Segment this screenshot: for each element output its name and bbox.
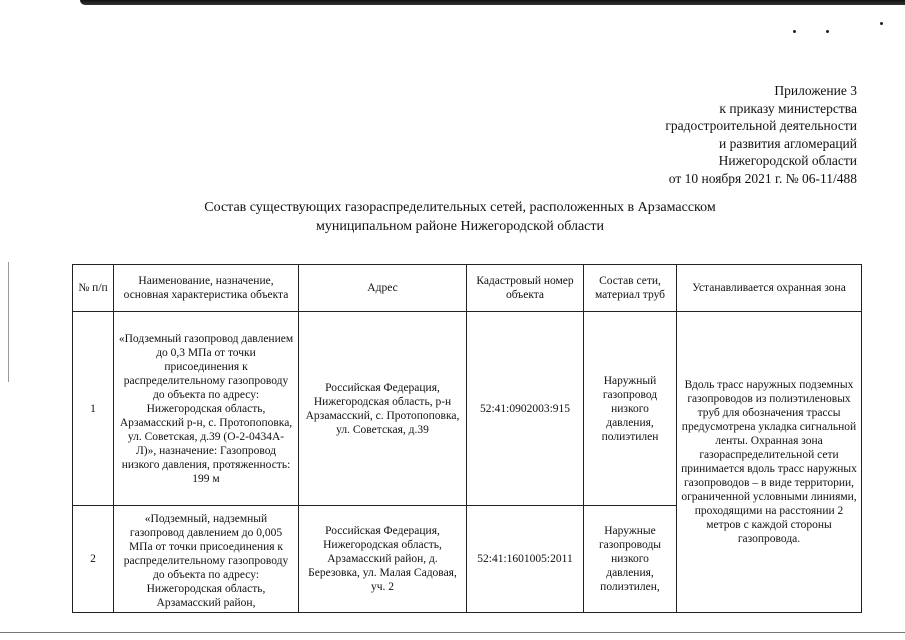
row-address: Российская Федерация, Нижегородская область, р-н Арзамасский, с. Протопоповка, ул. Советская, д.39 — [299, 312, 467, 506]
row-address: Российская Федерация, Нижегородская область, Арзамасский район, д. Березовка, ул. Малая Садовая, уч. 2 — [299, 506, 467, 613]
header-composition: Состав сети, материал труб — [584, 265, 677, 312]
gas-network-table — [72, 264, 862, 613]
document-title-line-2: муниципальном районе Нижегородской области — [315, 219, 605, 234]
document-title-line-1: Состав существующих газораспределительных сетей, расположенных в Арзамасском — [204, 200, 716, 215]
row-composition: Наружный газопровод низкого давления, полиэтилен — [584, 312, 677, 506]
header-num: № п/п — [73, 265, 114, 312]
appendix-line: Нижегородской области — [718, 153, 857, 168]
header-name: Наименование, назначение, основная характеристика объекта — [114, 265, 299, 312]
header-zone: Устанавливается охранная зона — [677, 265, 862, 312]
scan-speck — [826, 30, 829, 33]
table-row — [73, 312, 862, 506]
scan-speck — [880, 22, 883, 25]
table-header-row — [73, 265, 862, 312]
header-address: Адрес — [299, 265, 467, 312]
row-composition: Наружные газопроводы низкого давления, полиэтилен, — [584, 506, 677, 613]
appendix-line: и развития агломераций — [718, 135, 857, 151]
appendix-line: градостроительной деятельности — [665, 118, 857, 133]
page-cut-line — [0, 632, 905, 633]
document-title — [150, 198, 770, 236]
row-name: «Подземный, надземный газопровод давлением до 0,005 МПа от точки присоединения к распределительному газопроводу до объекта по адресу: Нижегородская область, Арзамасский район, — [114, 506, 299, 613]
row-num: 1 — [73, 312, 114, 506]
scan-edge-shadow — [80, 0, 905, 5]
row-num: 2 — [73, 506, 114, 613]
row-cadastral: 52:41:0902003:915 — [467, 312, 584, 506]
header-cadastral: Кадастровый номер объекта — [467, 265, 584, 312]
scan-speck — [793, 30, 796, 33]
appendix-line: Приложение 3 — [774, 83, 857, 98]
row-cadastral: 52:41:1601005:2011 — [467, 506, 584, 613]
appendix-block — [557, 82, 857, 187]
appendix-line: от 10 ноября 2021 г. № 06-11/488 — [668, 170, 857, 186]
scan-margin-mark — [8, 262, 9, 382]
appendix-line: к приказу министерства — [719, 100, 857, 116]
row-name: «Подземный газопровод давлением до 0,3 МПа от точки присоединения к распределительному газопроводу до объекта по адресу: Нижегородская область, Арзамасский р-н, с. Протопоповка, ул. Советская, д.39 (О-2-0434А-Л)», назначение: Газопровод низкого давления, протяженность: 199 м — [114, 312, 299, 506]
row-zone: Вдоль трасс наружных подземных газопроводов из полиэтиленовых труб для обозначения трассы предусмотрена укладка сигнальной ленты. Охранная зона газораспределительной сети принимается вдоль трасс наружных газопроводов – в виде территории, ограниченной условными линиями, проходящими на расстоянии 2 метров с каждой стороны газопровода. — [677, 312, 862, 613]
